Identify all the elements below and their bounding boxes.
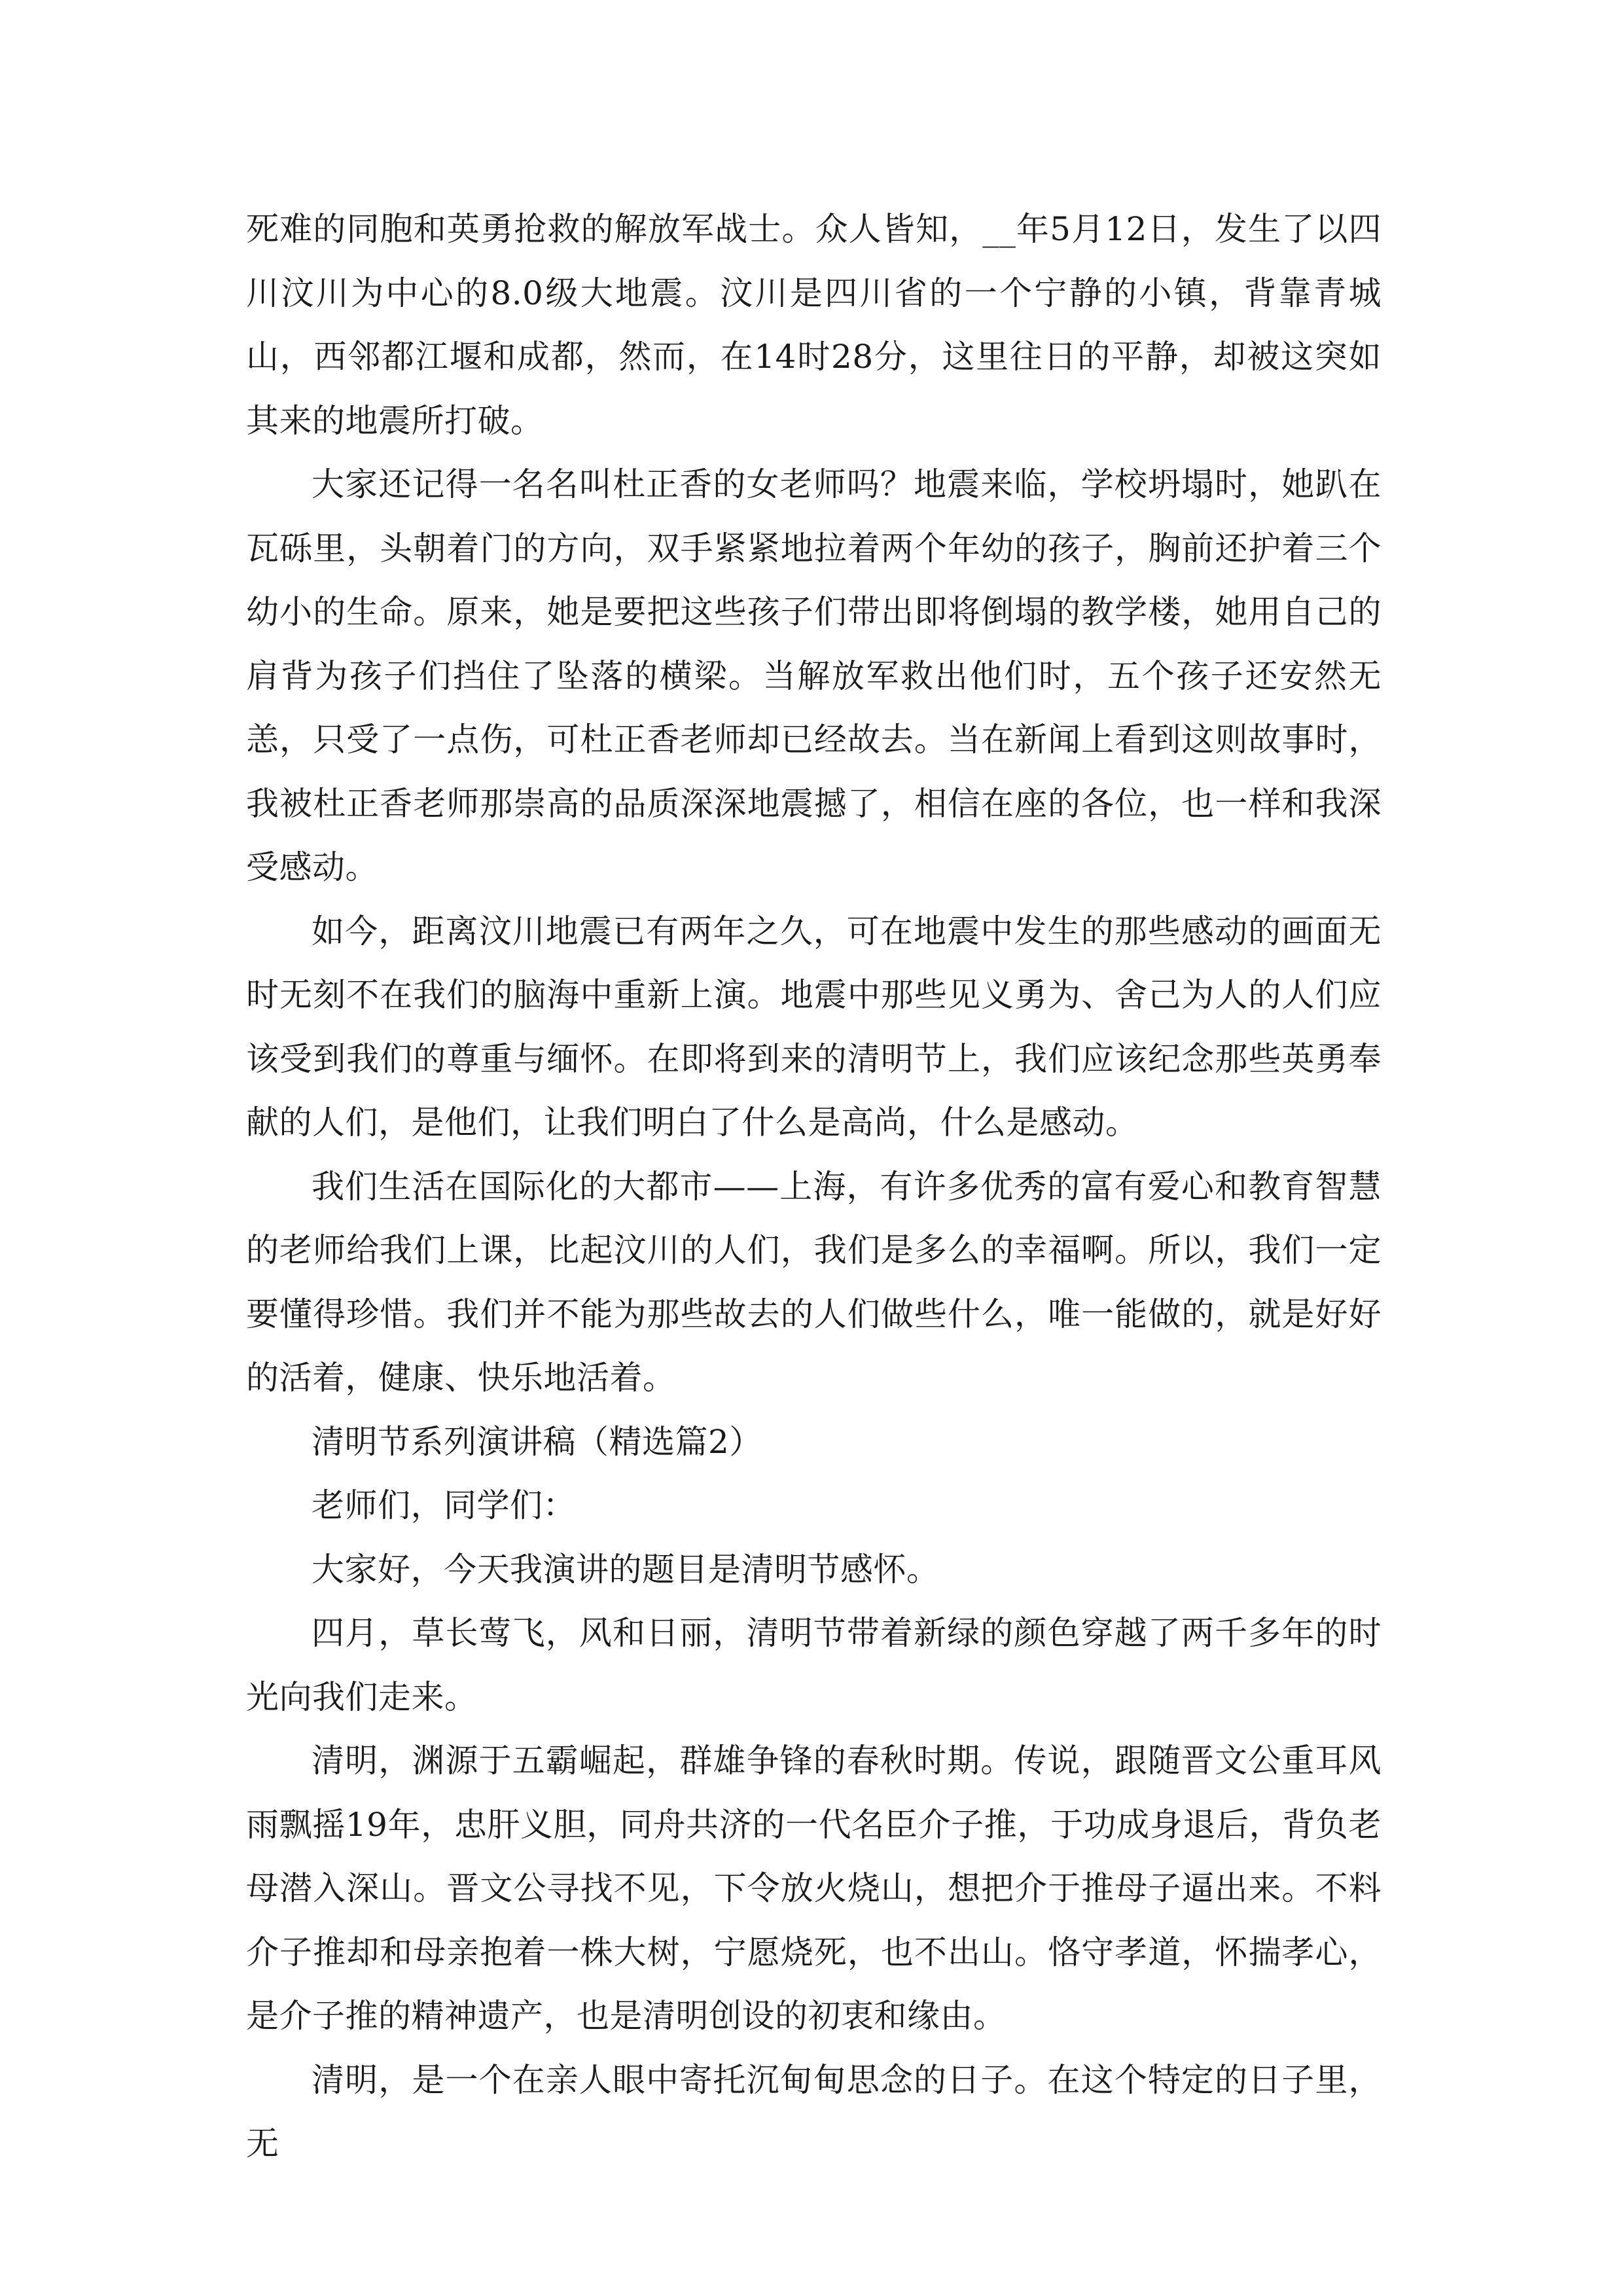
paragraph-continuation: 死难的同胞和英勇抢救的解放军战士。众人皆知，__年5月12日，发生了以四川汶川为中心的8.0级大地震。汶川是四川省的一个宁静的小镇，背靠青城山，西邻都江堰和成都，然而，在14时28分，这里往日的平静，却被这突如其来的地震所打破。 [246,210,1382,440]
paragraph-jie-zitui: 清明，渊源于五霸崛起，群雄争锋的春秋时期。传说，跟随晋文公重耳风雨飘摇19年，忠肝义胆，同舟共济的一代名臣介子推，于功成身退后，背负老母潜入深山。晋文公寻找不见，下令放火烧山，想把介于推母子逼出来。不料介子推却和母亲抱着一株大树，宁愿烧死，也不出山。恪守孝道，怀揣孝心，是介子推的精神遗产，也是清明创设的初衷和缘由。 [246,1742,1382,2035]
paragraph-april: 四月，草长莺飞，风和日丽，清明节带着新绿的颜色穿越了两千多年的时光向我们走来。 [246,1614,1382,1716]
document-body [246,198,1382,2176]
paragraph-du-zhengxiang: 大家还记得一名名叫杜正香的女老师吗？地震来临，学校坍塌时，她趴在瓦砾里，头朝着门的方向，双手紧紧地拉着两个年幼的孩子，胸前还护着三个幼小的生命。原来，她是要把这些孩子们带出即将倒塌的教学楼，她用自己的肩背为孩子们挡住了坠落的横梁。当解放军救出他们时，五个孩子还安然无恙，只受了一点伤，可杜正香老师却已经故去。当在新闻上看到这则故事时，我被杜正香老师那崇高的品质深深地震撼了，相信在座的各位，也一样和我深受感动。 [246,465,1382,886]
section-heading: 清明节系列演讲稿（精选篇2） [312,1422,762,1461]
paragraph-two-years-later: 如今，距离汶川地震已有两年之久，可在地震中发生的那些感动的画面无时无刻不在我们的脑海中重新上演。地震中那些见义勇为、舍己为人的人们应该受到我们的尊重与缅怀。在即将到来的清明节上，我们应该纪念那些英勇奉献的人们，是他们，让我们明白了什么是高尚，什么是感动。 [246,912,1382,1141]
paragraph-qingming-remembrance: 清明，是一个在亲人眼中寄托沉甸甸思念的日子。在这个特定的日子里，无 [246,2060,1382,2162]
paragraph-greeting: 大家好，今天我演讲的题目是清明节感怀。 [312,1550,940,1588]
salutation: 老师们，同学们： [312,1486,576,1524]
paragraph-shanghai: 我们生活在国际化的大都市——上海，有许多优秀的富有爱心和教育智慧的老师给我们上课，比起汶川的人们，我们是多么的幸福啊。所以，我们一定要懂得珍惜。我们并不能为那些故去的人们做些什么，唯一能做的，就是好好的活着，健康、快乐地活着。 [246,1167,1382,1397]
